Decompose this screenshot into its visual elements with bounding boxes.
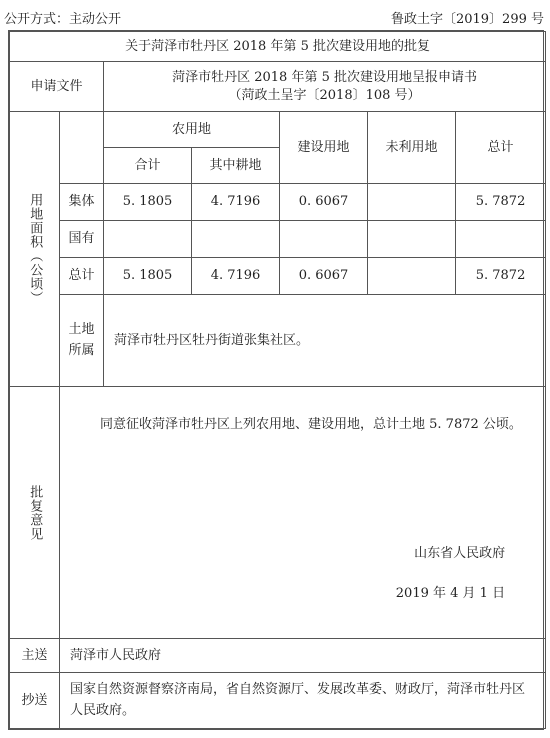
approval-table [9, 31, 546, 729]
cc-value: 国家自然资源督察济南局，省自然资源厅、发展改革委、财政厅，菏泽市牡丹区人民政府。 [60, 673, 546, 729]
cell-total [456, 221, 546, 258]
subtotal-header: 合计 [104, 148, 192, 184]
cell-subtotal: 5. 1805 [104, 258, 192, 295]
land-area-label [10, 112, 60, 387]
cell-arable [192, 221, 280, 258]
cell-total: 5. 7872 [456, 258, 546, 295]
unused-header: 未利用地 [368, 112, 456, 184]
row-type: 总计 [60, 258, 104, 295]
arable-header: 其中耕地 [192, 148, 280, 184]
header-blank [60, 112, 104, 184]
cell-construction [280, 221, 368, 258]
approval-label-text: 批复意见 [27, 484, 43, 541]
application-line1: 菏泽市牡丹区 2018 年第 5 批次建设用地呈报申请书 [172, 69, 477, 85]
main-recipient-value: 菏泽市人民政府 [60, 639, 546, 673]
cell-construction: 0. 6067 [280, 258, 368, 295]
table-row [10, 184, 546, 221]
table-row [10, 258, 546, 295]
document-header [4, 8, 544, 26]
cell-unused [368, 221, 456, 258]
total-header: 总计 [456, 112, 546, 184]
application-line2: （菏政土呈字〔2018〕108 号） [228, 87, 421, 103]
application-label: 申请文件 [10, 62, 104, 112]
land-area-label-text: 用地面积（公顷） [27, 193, 43, 305]
document-number: 鲁政土字〔2019〕299 号 [390, 12, 544, 27]
row-type: 国有 [60, 221, 104, 258]
cell-unused [368, 184, 456, 221]
cell-subtotal: 5. 1805 [104, 184, 192, 221]
table-row [10, 221, 546, 258]
main-recipient-label: 主送 [10, 639, 60, 673]
ownership-label-text: 土地所属 [68, 321, 95, 358]
document-title: 关于菏泽市牡丹区 2018 年第 5 批次建设用地的批复 [10, 32, 546, 62]
cc-label: 抄送 [10, 673, 60, 729]
approval-label [10, 387, 60, 639]
cell-construction: 0. 6067 [280, 184, 368, 221]
cell-arable: 4. 7196 [192, 258, 280, 295]
cell-subtotal [104, 221, 192, 258]
application-doc [104, 62, 546, 112]
row-type: 集体 [60, 184, 104, 221]
cell-unused [368, 258, 456, 295]
disclosure-mode: 公开方式：主动公开 [4, 12, 122, 27]
approval-form [8, 30, 544, 730]
cell-arable: 4. 7196 [192, 184, 280, 221]
approval-date: 2019 年 4 月 1 日 [395, 586, 506, 601]
ownership-value: 菏泽市牡丹区牡丹街道张集社区。 [104, 295, 546, 387]
cell-total: 5. 7872 [456, 184, 546, 221]
agricultural-header: 农用地 [104, 112, 280, 148]
approval-text: 同意征收菏泽市牡丹区上列农用地、建设用地，总计土地 5. 7872 公顷。 [100, 417, 522, 432]
approval-issuer: 山东省人民政府 [414, 546, 506, 561]
construction-header: 建设用地 [280, 112, 368, 184]
ownership-label [60, 295, 104, 387]
approval-opinion [60, 387, 546, 639]
